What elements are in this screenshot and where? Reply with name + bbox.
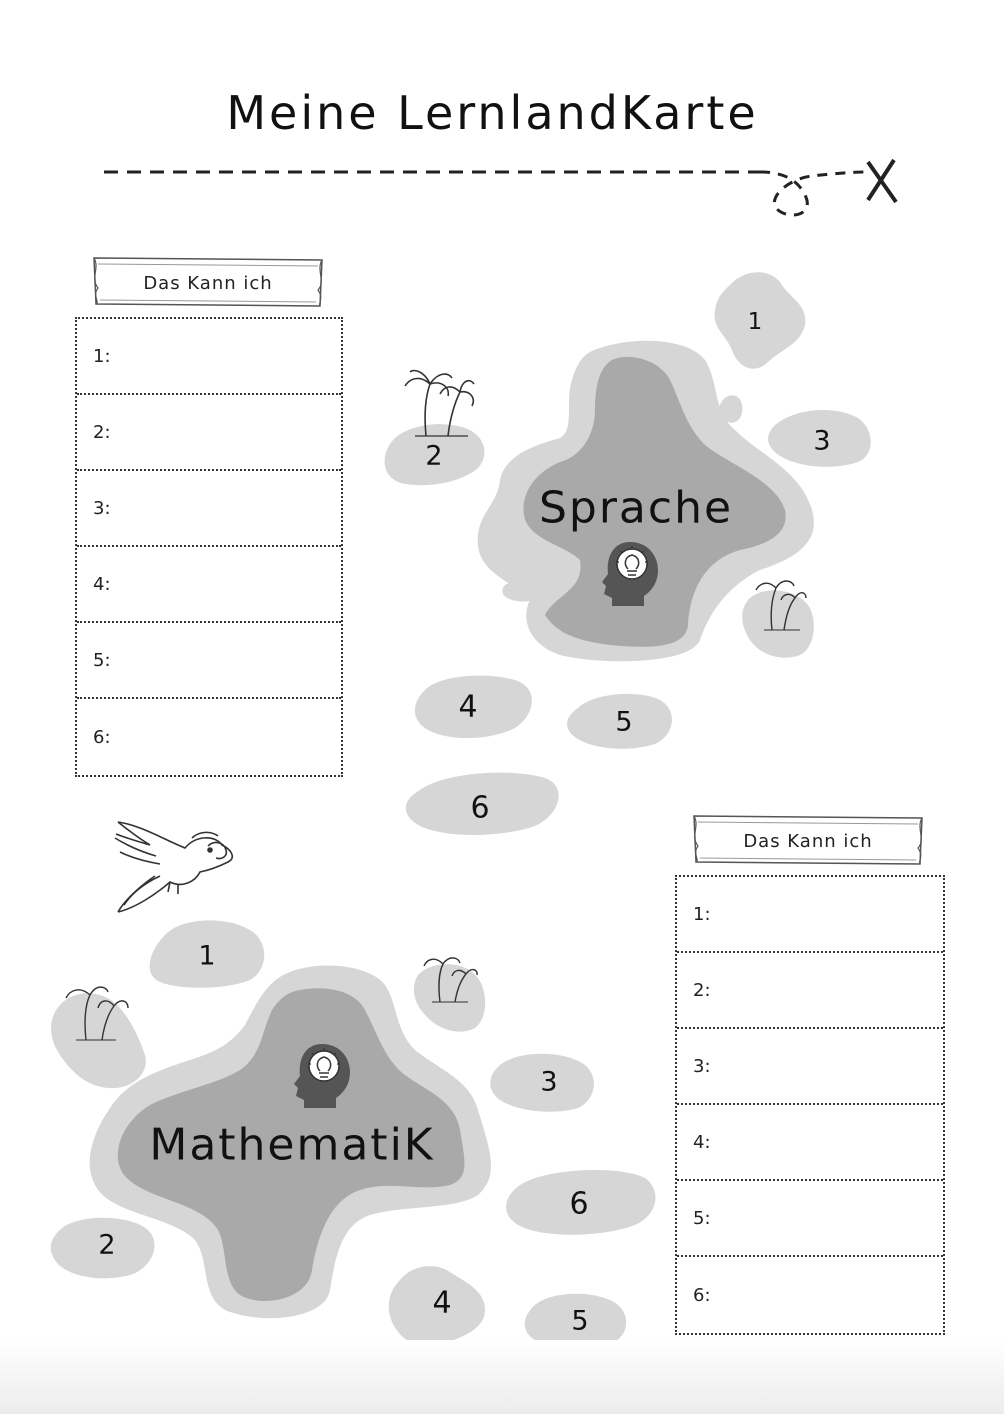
math-island-number: 4 [432,1285,452,1321]
math-island-label: MathematiK [149,1119,435,1171]
list-item[interactable]: 4: [677,1105,943,1181]
sprache-island-number: 6 [470,790,490,826]
parrot-icon [115,822,232,912]
sprache-island-number: 4 [458,689,478,725]
sprache-banner [90,254,326,312]
math-island-number: 6 [569,1186,589,1222]
math-banner-label: Das Kann ich [743,830,873,852]
sprache-island-number: 3 [813,425,831,457]
list-item[interactable]: 2: [77,395,341,471]
sprache-list [75,317,343,777]
math-list [675,875,945,1335]
list-item[interactable]: 3: [677,1029,943,1105]
list-item[interactable]: 1: [677,877,943,953]
math-banner [690,812,926,870]
page-title: Meine LernlandKarte [226,86,759,140]
list-item[interactable]: 6: [693,1284,711,1306]
list-item[interactable]: 2: [677,953,943,1029]
sprache-island-number: 1 [747,309,763,335]
treasure-map-x-icon [104,160,896,215]
list-item[interactable]: 4: [77,547,341,623]
math-island-number: 5 [571,1305,589,1337]
list-item[interactable]: 5: [677,1181,943,1257]
list-item[interactable]: 6: [93,726,111,748]
sprache-island-label: Sprache [538,482,734,534]
sprache-island-number: 5 [615,706,633,738]
page-bottom-shadow [0,1340,1004,1414]
math-island-number: 1 [198,940,216,972]
sprache-banner-label: Das Kann ich [143,272,273,294]
sprache-islet [719,395,742,422]
math-island-palm-right [414,964,485,1032]
list-item[interactable]: 5: [77,623,341,699]
sprache-island-palm [742,590,814,657]
math-island-number: 3 [540,1066,558,1098]
math-island-number: 2 [98,1229,116,1261]
list-item[interactable]: 1: [77,319,341,395]
sprache-island-number: 2 [425,440,443,472]
list-item[interactable]: 3: [77,471,341,547]
